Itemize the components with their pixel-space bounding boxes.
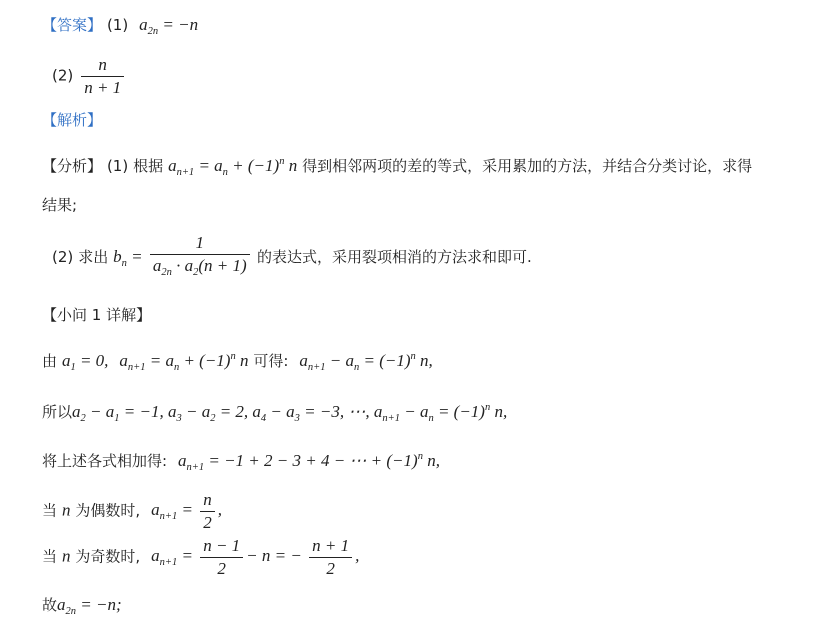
step-3-pre: 将上述各式相加得: <box>42 452 168 470</box>
fenxi-line-1 <box>42 151 752 184</box>
step-6-conclusion: $a_{2n} = -n$; <box>57 595 122 617</box>
step-3 <box>42 446 440 479</box>
step-1-diff: $a_{n+1} - a_n = (-1)^n$ n, <box>299 351 433 373</box>
fenxi-line-2 <box>52 232 532 284</box>
step-5-mid: 为奇数时, <box>75 547 141 566</box>
answer-1-formula: $a_{2n} = -n$ <box>139 15 199 37</box>
step-4-even-result: $a_{n+1}$ = $\frac{n}{2}$ , <box>151 490 222 532</box>
step-6 <box>42 594 122 623</box>
step-2 <box>42 397 507 430</box>
step-4-pre: 当 <box>42 501 58 520</box>
answer-2-fraction: $\frac{n}{n + 1}$ <box>81 54 124 99</box>
part-1-label: (1) <box>106 16 129 34</box>
step-1-init: $a_1 = 0$, <box>61 351 109 373</box>
answer-line-1 <box>42 14 198 43</box>
step-6-pre: 故 <box>42 596 58 614</box>
step-5-odd-result: $a_{n+1}$ = $\frac{n - 1}{2}$ − n = − $\frac{n + 1}{2}$ , <box>151 536 360 578</box>
fenxi-p2-pre: 求出 <box>78 247 109 266</box>
answer-line-2 <box>52 54 127 99</box>
fenxi-p1-post: 得到相邻两项的差的等式，采用累加的方法，并结合分类讨论，求得 <box>302 157 753 175</box>
fenxi-tag: 【分析】 <box>42 157 103 175</box>
analysis-tag: 【解析】 <box>42 111 103 129</box>
recurrence-formula: $a_{n+1} = a_n + (-1)^n$ n <box>168 156 298 178</box>
step-5-pre: 当 <box>42 547 58 566</box>
step-1-recurrence: $a_{n+1} = a_n + (-1)^n$ n <box>119 351 249 373</box>
step-4: 当 n 为偶数时, $a_{n+1}$ = $\frac{n}{2}$ , <box>42 490 222 532</box>
fenxi-p1-pre: 根据 <box>133 157 164 175</box>
fenxi-p2-label: (2) <box>52 247 74 266</box>
step-2-differences: $a_2 - a_1 = -1$, $a_3 - a_2 = 2$, $a_4 - a_3 = -3$, ⋯, $a_{n+1} - a_n = (-1)^n$ n, <box>72 402 508 424</box>
step-3-sum: $a_{n+1} = -1 + 2 - 3 + 4$ − ⋯ + $(-1)^n$ n, <box>178 451 440 473</box>
part-2-label: (2) <box>52 66 74 85</box>
step-5: 当 n 为奇数时, $a_{n+1}$ = $\frac{n - 1}{2}$ − n = − $\frac{n + 1}{2}$ , <box>42 536 360 578</box>
step-2-pre: 所以 <box>42 403 73 421</box>
fenxi-p1-cont: 结果; <box>42 196 78 214</box>
step-1 <box>42 346 433 379</box>
bn-formula: $b_n$ = $\frac{1}{a_{2n} \cdot a_2(n + 1)}$ <box>113 247 257 266</box>
fenxi-p2-post: 的表达式，采用裂项相消的方法求和即可. <box>256 247 532 266</box>
step-4-mid: 为偶数时, <box>75 501 141 520</box>
fenxi-p1-label: (1) <box>106 157 129 175</box>
detail-tag: 【小问 1 详解】 <box>42 306 152 324</box>
step-1-mid: 可得: <box>253 352 289 370</box>
step-1-pre: 由 <box>42 352 58 370</box>
answer-tag: 【答案】 <box>42 16 103 34</box>
